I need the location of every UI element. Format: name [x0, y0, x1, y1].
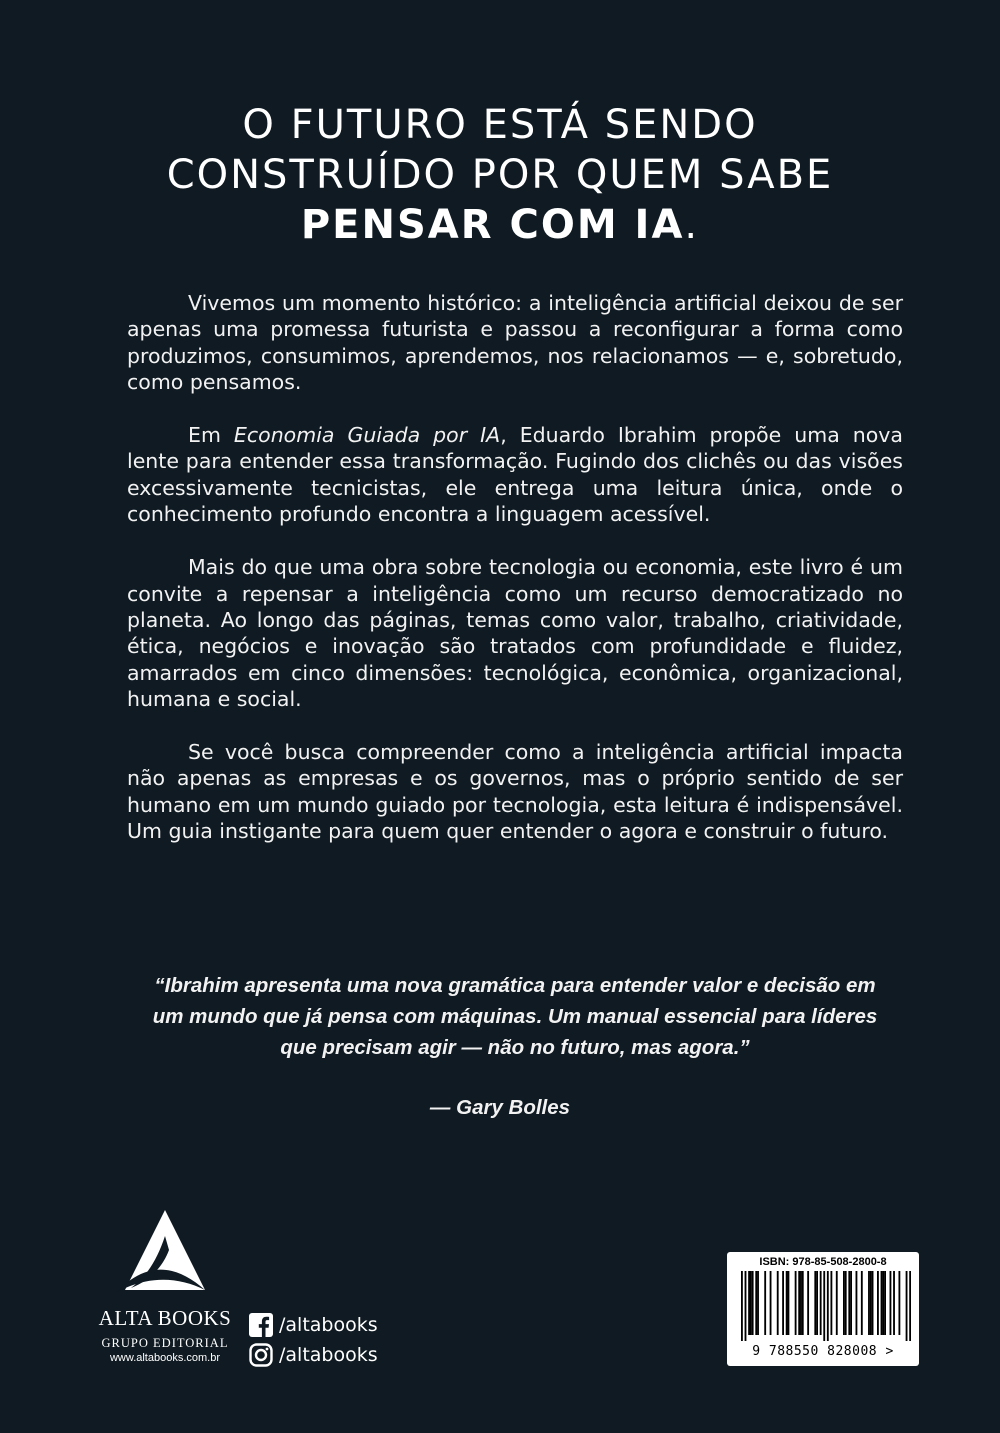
barcode-bar — [750, 1271, 752, 1335]
barcode-bar — [764, 1271, 766, 1335]
barcode-bar — [845, 1271, 847, 1335]
barcode-bar — [777, 1271, 779, 1335]
barcode-bar — [816, 1271, 818, 1335]
barcode-bar — [877, 1271, 879, 1335]
barcode-bar — [786, 1271, 788, 1335]
synopsis-paragraph-4: Se você busca compreender como a inteligência artificial impacta não apenas as empresas e os governos, mas o próprio sentido de ser humano em um mundo guiado por tecnologia, esta leitura é indispensável. Um guia instigante para quem quer entender o agora e construir o futuro. — [127, 740, 903, 844]
barcode-bar — [757, 1271, 759, 1335]
barcode-bar — [856, 1271, 858, 1335]
barcode-bar — [836, 1271, 838, 1335]
barcode-bar — [872, 1271, 874, 1335]
headline-line-3 — [0, 200, 1000, 250]
barcode-bar — [814, 1271, 816, 1335]
isbn-label: ISBN: 978-85-508-2800-8 — [759, 1256, 887, 1268]
triangle-swoosh-logo-icon — [117, 1210, 207, 1302]
barcode-bar — [827, 1271, 829, 1341]
barcode-bar — [850, 1271, 852, 1335]
barcode-bar — [802, 1271, 804, 1335]
barcode-bar — [861, 1271, 863, 1335]
paragraph-2-prefix: Em — [188, 423, 234, 448]
barcode-bar — [807, 1271, 809, 1335]
barcode-bar — [870, 1271, 872, 1335]
barcode-bar — [893, 1271, 895, 1335]
barcode-bar — [782, 1271, 784, 1335]
barcode-bar — [755, 1271, 757, 1335]
barcode-bar — [848, 1271, 850, 1335]
barcode-bar — [741, 1271, 743, 1341]
isbn-digits: 9 788550 828008 > — [752, 1344, 894, 1359]
barcode-bar — [748, 1271, 750, 1335]
barcode-bar — [909, 1271, 911, 1341]
barcode-bar — [752, 1271, 754, 1335]
barcode-bar — [843, 1271, 845, 1335]
barcode-bar — [795, 1271, 797, 1335]
paragraph-2-rest: , Eduardo Ibrahim propõe uma nova lente para entender essa transformação. Fugindo dos clichês ou das visões excessivamente tecnicistas, ele entrega uma leitura única, onde o conhecimento profundo encontra a linguagem acessível. — [127, 423, 903, 527]
facebook-link[interactable] — [249, 1312, 378, 1338]
headline-line-2: CONSTRUÍDO POR QUEM SABE — [166, 152, 834, 198]
barcode-bar — [884, 1271, 886, 1335]
synopsis — [127, 290, 903, 871]
headline-line-1: O FUTURO ESTÁ SENDO — [242, 102, 758, 148]
barcode-bar — [890, 1271, 892, 1335]
publisher-subtitle: GRUPO EDITORIAL — [101, 1336, 229, 1350]
barcode — [741, 1271, 911, 1341]
book-title: Economia Guiada por IA — [233, 423, 501, 448]
headline-emphasis: PENSAR COM IA — [300, 202, 685, 248]
headline — [0, 100, 1000, 250]
barcode-bar — [745, 1271, 747, 1341]
headline-period: . — [684, 202, 700, 248]
barcode-bar — [882, 1271, 884, 1335]
publisher-url: www.altabooks.com.br — [109, 1352, 221, 1364]
publisher-name: ALTA BOOKS — [98, 1306, 232, 1330]
barcode-bar — [798, 1271, 800, 1335]
barcode-bar — [830, 1271, 832, 1335]
barcode-bar — [800, 1271, 802, 1335]
facebook-icon — [249, 1313, 273, 1337]
barcode-bar — [788, 1271, 790, 1335]
publisher-logo — [92, 1210, 242, 1370]
synopsis-paragraph-3: Mais do que uma obra sobre tecnologia ou economia, este livro é um convite a repensar a inteligência como um recurso democratizado no planeta. Ao longo das páginas, temas como valor, trabalho, criatividade, ética, negócios e inovação são tratados com profundidade e fluidez, amarrados em cinco dimensões: tecnológica, econômica, organizacional, humana e social. — [127, 555, 903, 711]
endorsement-author: — Gary Bolles — [429, 1096, 571, 1119]
synopsis-paragraph-1: Vivemos um momento histórico: a inteligência artificial deixou de ser apenas uma promessa futurista e passou a reconfigurar a forma como produzimos, consumimos, aprendemos, nos relacionamos — e, sobretudo, como pensamos. — [127, 291, 903, 394]
barcode-bar — [898, 1271, 900, 1335]
synopsis-paragraph-2 — [127, 422, 903, 527]
barcode-bar — [906, 1271, 908, 1341]
isbn-barcode-box — [727, 1252, 919, 1366]
endorsement-quote: “Ibrahim apresenta uma nova gramática para entender valor e decisão em um mundo que já pensa com máquinas. Um manual essencial para líderes que precisam agir — não no futuro, mas agora.” — [152, 974, 878, 1059]
instagram-icon — [249, 1343, 273, 1367]
facebook-handle: /altabooks — [279, 1314, 378, 1336]
barcode-bar — [881, 1271, 883, 1335]
barcode-bar — [823, 1271, 825, 1341]
barcode-bar — [868, 1271, 870, 1335]
barcode-bar — [820, 1271, 822, 1335]
barcode-bar — [770, 1271, 772, 1335]
instagram-link[interactable] — [249, 1342, 378, 1368]
instagram-handle: /altabooks — [279, 1344, 378, 1366]
